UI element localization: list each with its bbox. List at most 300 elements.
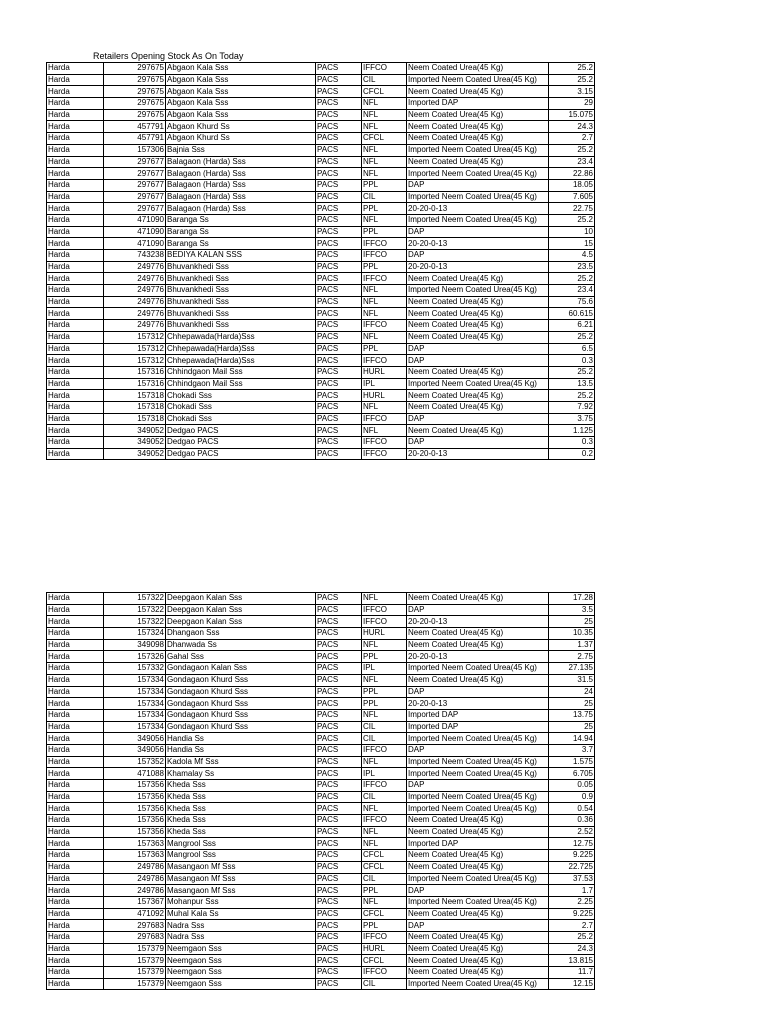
- company-cell: PPL: [362, 885, 407, 897]
- company-cell: CIL: [362, 978, 407, 990]
- society-type-cell: PACS: [316, 896, 362, 908]
- company-cell: CFCL: [362, 133, 407, 145]
- quantity-cell: 1.7: [549, 885, 595, 897]
- retailer-code-cell: 249786: [104, 861, 166, 873]
- society-type-cell: PACS: [316, 873, 362, 885]
- retailer-code-cell: 249776: [104, 320, 166, 332]
- product-cell: Neem Coated Urea(45 Kg): [407, 390, 549, 402]
- quantity-cell: 25: [549, 616, 595, 628]
- table-row: [47, 331, 595, 343]
- district-cell: Harda: [47, 593, 104, 605]
- company-cell: PPL: [362, 920, 407, 932]
- retailer-name-cell: Abgaon Khurd Ss: [166, 121, 316, 133]
- product-cell: DAP: [407, 920, 549, 932]
- retailer-name-cell: Baranga Ss: [166, 238, 316, 250]
- retailer-code-cell: 157322: [104, 604, 166, 616]
- retailer-code-cell: 349056: [104, 744, 166, 756]
- company-cell: IFFCO: [362, 744, 407, 756]
- retailer-name-cell: Balagaon (Harda) Sss: [166, 168, 316, 180]
- retailer-name-cell: Deepgaon Kalan Sss: [166, 593, 316, 605]
- company-cell: IFFCO: [362, 238, 407, 250]
- quantity-cell: 24.3: [549, 121, 595, 133]
- district-cell: Harda: [47, 273, 104, 285]
- retailer-code-cell: 157312: [104, 343, 166, 355]
- retailer-code-cell: 249786: [104, 885, 166, 897]
- retailer-name-cell: Baranga Ss: [166, 226, 316, 238]
- society-type-cell: PACS: [316, 144, 362, 156]
- product-cell: Neem Coated Urea(45 Kg): [407, 320, 549, 332]
- quantity-cell: 12.75: [549, 838, 595, 850]
- district-cell: Harda: [47, 366, 104, 378]
- district-cell: Harda: [47, 390, 104, 402]
- retailer-code-cell: 457791: [104, 121, 166, 133]
- society-type-cell: PACS: [316, 744, 362, 756]
- table-row: [47, 121, 595, 133]
- quantity-cell: 24: [549, 686, 595, 698]
- product-cell: 20-20-0-13: [407, 203, 549, 215]
- society-type-cell: PACS: [316, 826, 362, 838]
- product-cell: Neem Coated Urea(45 Kg): [407, 63, 549, 75]
- company-cell: HURL: [362, 390, 407, 402]
- table-row: [47, 709, 595, 721]
- product-cell: Neem Coated Urea(45 Kg): [407, 955, 549, 967]
- retailer-code-cell: 349098: [104, 639, 166, 651]
- table-row: [47, 413, 595, 425]
- retailer-code-cell: 157334: [104, 709, 166, 721]
- society-type-cell: PACS: [316, 838, 362, 850]
- company-cell: NFL: [362, 401, 407, 413]
- product-cell: Imported Neem Coated Urea(45 Kg): [407, 191, 549, 203]
- product-cell: Neem Coated Urea(45 Kg): [407, 639, 549, 651]
- society-type-cell: PACS: [316, 663, 362, 675]
- quantity-cell: 60.615: [549, 308, 595, 320]
- retailer-code-cell: 157356: [104, 791, 166, 803]
- district-cell: Harda: [47, 815, 104, 827]
- society-type-cell: PACS: [316, 616, 362, 628]
- retailer-name-cell: Chhepawada(Harda)Sss: [166, 343, 316, 355]
- retailer-name-cell: Neemgaon Sss: [166, 943, 316, 955]
- district-cell: Harda: [47, 838, 104, 850]
- society-type-cell: PACS: [316, 238, 362, 250]
- retailer-code-cell: 157306: [104, 144, 166, 156]
- retailer-name-cell: Nadra Sss: [166, 931, 316, 943]
- quantity-cell: 2.25: [549, 896, 595, 908]
- district-cell: Harda: [47, 850, 104, 862]
- retailer-code-cell: 157363: [104, 850, 166, 862]
- company-cell: PPL: [362, 261, 407, 273]
- retailer-code-cell: 349052: [104, 437, 166, 449]
- retailer-code-cell: 297683: [104, 920, 166, 932]
- society-type-cell: PACS: [316, 861, 362, 873]
- product-cell: 20-20-0-13: [407, 651, 549, 663]
- society-type-cell: PACS: [316, 639, 362, 651]
- company-cell: NFL: [362, 121, 407, 133]
- quantity-cell: 2.7: [549, 920, 595, 932]
- quantity-cell: 10: [549, 226, 595, 238]
- table-row: [47, 721, 595, 733]
- company-cell: NFL: [362, 285, 407, 297]
- retailer-name-cell: Balagaon (Harda) Sss: [166, 203, 316, 215]
- district-cell: Harda: [47, 285, 104, 297]
- company-cell: PPL: [362, 343, 407, 355]
- retailer-code-cell: 249776: [104, 285, 166, 297]
- retailer-name-cell: Khamalay Ss: [166, 768, 316, 780]
- retailer-code-cell: 157367: [104, 896, 166, 908]
- society-type-cell: PACS: [316, 86, 362, 98]
- retailer-code-cell: 157379: [104, 955, 166, 967]
- table-row: [47, 931, 595, 943]
- table-row: [47, 390, 595, 402]
- district-cell: Harda: [47, 296, 104, 308]
- table-row: [47, 308, 595, 320]
- retailer-code-cell: 157356: [104, 780, 166, 792]
- product-cell: Neem Coated Urea(45 Kg): [407, 908, 549, 920]
- company-cell: IFFCO: [362, 250, 407, 262]
- retailer-code-cell: 297677: [104, 168, 166, 180]
- table-row: [47, 133, 595, 145]
- society-type-cell: PACS: [316, 955, 362, 967]
- table-row: [47, 109, 595, 121]
- district-cell: Harda: [47, 179, 104, 191]
- company-cell: CFCL: [362, 955, 407, 967]
- retailer-code-cell: 157356: [104, 826, 166, 838]
- table-row: [47, 366, 595, 378]
- district-cell: Harda: [47, 967, 104, 979]
- company-cell: NFL: [362, 296, 407, 308]
- society-type-cell: PACS: [316, 203, 362, 215]
- company-cell: IFFCO: [362, 815, 407, 827]
- quantity-cell: 0.54: [549, 803, 595, 815]
- society-type-cell: PACS: [316, 133, 362, 145]
- quantity-cell: 15.075: [549, 109, 595, 121]
- product-cell: Neem Coated Urea(45 Kg): [407, 931, 549, 943]
- table-row: [47, 214, 595, 226]
- retailer-code-cell: 297675: [104, 98, 166, 110]
- district-cell: Harda: [47, 943, 104, 955]
- quantity-cell: 25.2: [549, 214, 595, 226]
- table-row: [47, 967, 595, 979]
- retailer-code-cell: 249776: [104, 273, 166, 285]
- company-cell: NFL: [362, 803, 407, 815]
- quantity-cell: 3.15: [549, 86, 595, 98]
- district-cell: Harda: [47, 343, 104, 355]
- quantity-cell: 7.92: [549, 401, 595, 413]
- society-type-cell: PACS: [316, 593, 362, 605]
- district-cell: Harda: [47, 686, 104, 698]
- product-cell: Imported Neem Coated Urea(45 Kg): [407, 756, 549, 768]
- district-cell: Harda: [47, 109, 104, 121]
- product-cell: Neem Coated Urea(45 Kg): [407, 109, 549, 121]
- retailer-name-cell: Chokadi Sss: [166, 413, 316, 425]
- district-cell: Harda: [47, 709, 104, 721]
- quantity-cell: 37.53: [549, 873, 595, 885]
- product-cell: Neem Coated Urea(45 Kg): [407, 815, 549, 827]
- company-cell: IPL: [362, 768, 407, 780]
- retailer-name-cell: Bhuvankhedi Sss: [166, 308, 316, 320]
- retailer-code-cell: 157334: [104, 698, 166, 710]
- district-cell: Harda: [47, 803, 104, 815]
- table-row: [47, 168, 595, 180]
- company-cell: HURL: [362, 628, 407, 640]
- retailer-code-cell: 471088: [104, 768, 166, 780]
- retailer-code-cell: 471090: [104, 214, 166, 226]
- retailer-name-cell: Dhangaon Sss: [166, 628, 316, 640]
- quantity-cell: 25: [549, 698, 595, 710]
- company-cell: IFFCO: [362, 616, 407, 628]
- retailer-name-cell: Dhanwada Ss: [166, 639, 316, 651]
- district-cell: Harda: [47, 616, 104, 628]
- company-cell: PPL: [362, 686, 407, 698]
- retailer-name-cell: Chokadi Sss: [166, 401, 316, 413]
- table-row: [47, 663, 595, 675]
- retailer-name-cell: Balagaon (Harda) Sss: [166, 156, 316, 168]
- retailer-name-cell: Bhuvankhedi Sss: [166, 273, 316, 285]
- society-type-cell: PACS: [316, 721, 362, 733]
- company-cell: NFL: [362, 214, 407, 226]
- table-row: [47, 815, 595, 827]
- retailer-name-cell: Gahal Sss: [166, 651, 316, 663]
- retailer-name-cell: Gondagaon Khurd Sss: [166, 686, 316, 698]
- society-type-cell: PACS: [316, 296, 362, 308]
- product-cell: DAP: [407, 343, 549, 355]
- quantity-cell: 22.86: [549, 168, 595, 180]
- district-cell: Harda: [47, 378, 104, 390]
- district-cell: Harda: [47, 861, 104, 873]
- product-cell: Neem Coated Urea(45 Kg): [407, 121, 549, 133]
- product-cell: 20-20-0-13: [407, 448, 549, 460]
- district-cell: Harda: [47, 780, 104, 792]
- company-cell: IFFCO: [362, 604, 407, 616]
- society-type-cell: PACS: [316, 121, 362, 133]
- product-cell: DAP: [407, 413, 549, 425]
- society-type-cell: PACS: [316, 850, 362, 862]
- retailer-code-cell: 157322: [104, 593, 166, 605]
- quantity-cell: 27.135: [549, 663, 595, 675]
- society-type-cell: PACS: [316, 437, 362, 449]
- report-title: Retailers Opening Stock As On Today: [93, 51, 244, 61]
- district-cell: Harda: [47, 86, 104, 98]
- product-cell: Neem Coated Urea(45 Kg): [407, 826, 549, 838]
- district-cell: Harda: [47, 908, 104, 920]
- retailer-name-cell: Kheda Sss: [166, 791, 316, 803]
- retailer-code-cell: 471090: [104, 238, 166, 250]
- retailer-code-cell: 297677: [104, 203, 166, 215]
- district-cell: Harda: [47, 238, 104, 250]
- retailer-code-cell: 157326: [104, 651, 166, 663]
- retailer-code-cell: 349056: [104, 733, 166, 745]
- society-type-cell: PACS: [316, 920, 362, 932]
- retailer-code-cell: 457791: [104, 133, 166, 145]
- district-cell: Harda: [47, 873, 104, 885]
- quantity-cell: 1.125: [549, 425, 595, 437]
- product-cell: Neem Coated Urea(45 Kg): [407, 967, 549, 979]
- society-type-cell: PACS: [316, 355, 362, 367]
- society-type-cell: PACS: [316, 931, 362, 943]
- table-row: [47, 803, 595, 815]
- retailer-code-cell: 157324: [104, 628, 166, 640]
- table-row: [47, 639, 595, 651]
- product-cell: DAP: [407, 780, 549, 792]
- society-type-cell: PACS: [316, 780, 362, 792]
- district-cell: Harda: [47, 826, 104, 838]
- table-row: [47, 74, 595, 86]
- retailer-name-cell: Kadola Mf Sss: [166, 756, 316, 768]
- quantity-cell: 18.05: [549, 179, 595, 191]
- district-cell: Harda: [47, 425, 104, 437]
- quantity-cell: 29: [549, 98, 595, 110]
- quantity-cell: 3.7: [549, 744, 595, 756]
- retailer-name-cell: Neemgaon Sss: [166, 967, 316, 979]
- quantity-cell: 11.7: [549, 967, 595, 979]
- society-type-cell: PACS: [316, 756, 362, 768]
- table-row: [47, 343, 595, 355]
- company-cell: NFL: [362, 156, 407, 168]
- quantity-cell: 9.225: [549, 850, 595, 862]
- quantity-cell: 12.15: [549, 978, 595, 990]
- product-cell: Neem Coated Urea(45 Kg): [407, 401, 549, 413]
- table-row: [47, 651, 595, 663]
- district-cell: Harda: [47, 168, 104, 180]
- company-cell: NFL: [362, 425, 407, 437]
- company-cell: CFCL: [362, 908, 407, 920]
- district-cell: Harda: [47, 768, 104, 780]
- company-cell: NFL: [362, 168, 407, 180]
- table-row: [47, 593, 595, 605]
- table-row: [47, 285, 595, 297]
- quantity-cell: 0.3: [549, 355, 595, 367]
- society-type-cell: PACS: [316, 74, 362, 86]
- district-cell: Harda: [47, 203, 104, 215]
- district-cell: Harda: [47, 978, 104, 990]
- retailer-name-cell: Nadra Sss: [166, 920, 316, 932]
- product-cell: Imported Neem Coated Urea(45 Kg): [407, 214, 549, 226]
- table-row: [47, 191, 595, 203]
- company-cell: NFL: [362, 639, 407, 651]
- district-cell: Harda: [47, 98, 104, 110]
- retailer-name-cell: Masangaon Mf Sss: [166, 861, 316, 873]
- society-type-cell: PACS: [316, 698, 362, 710]
- society-type-cell: PACS: [316, 168, 362, 180]
- table-row: [47, 98, 595, 110]
- quantity-cell: 13.75: [549, 709, 595, 721]
- product-cell: Imported DAP: [407, 709, 549, 721]
- product-cell: Neem Coated Urea(45 Kg): [407, 156, 549, 168]
- product-cell: Imported Neem Coated Urea(45 Kg): [407, 663, 549, 675]
- company-cell: PPL: [362, 179, 407, 191]
- quantity-cell: 23.4: [549, 156, 595, 168]
- company-cell: CIL: [362, 733, 407, 745]
- district-cell: Harda: [47, 401, 104, 413]
- retailer-name-cell: Bhuvankhedi Sss: [166, 261, 316, 273]
- table-row: [47, 978, 595, 990]
- company-cell: HURL: [362, 943, 407, 955]
- society-type-cell: PACS: [316, 179, 362, 191]
- retailer-code-cell: 157334: [104, 674, 166, 686]
- district-cell: Harda: [47, 651, 104, 663]
- company-cell: IFFCO: [362, 413, 407, 425]
- retailer-name-cell: Abgaon Kala Sss: [166, 98, 316, 110]
- society-type-cell: PACS: [316, 803, 362, 815]
- company-cell: CIL: [362, 74, 407, 86]
- company-cell: NFL: [362, 144, 407, 156]
- district-cell: Harda: [47, 733, 104, 745]
- retailer-name-cell: Abgaon Kala Sss: [166, 109, 316, 121]
- table-row: [47, 401, 595, 413]
- retailer-code-cell: 157318: [104, 401, 166, 413]
- retailer-code-cell: 157363: [104, 838, 166, 850]
- district-cell: Harda: [47, 437, 104, 449]
- table-row: [47, 273, 595, 285]
- quantity-cell: 0.9: [549, 791, 595, 803]
- table-row: [47, 920, 595, 932]
- quantity-cell: 2.52: [549, 826, 595, 838]
- society-type-cell: PACS: [316, 733, 362, 745]
- retailer-name-cell: Mangrool Sss: [166, 850, 316, 862]
- product-cell: Neem Coated Urea(45 Kg): [407, 943, 549, 955]
- society-type-cell: PACS: [316, 226, 362, 238]
- retailer-code-cell: 297677: [104, 156, 166, 168]
- society-type-cell: PACS: [316, 709, 362, 721]
- retailer-name-cell: Gondagaon Khurd Sss: [166, 721, 316, 733]
- product-cell: DAP: [407, 250, 549, 262]
- product-cell: DAP: [407, 226, 549, 238]
- district-cell: Harda: [47, 226, 104, 238]
- retailer-name-cell: Deepgaon Kalan Sss: [166, 616, 316, 628]
- quantity-cell: 25.2: [549, 366, 595, 378]
- retailer-name-cell: Muhal Kala Ss: [166, 908, 316, 920]
- product-cell: DAP: [407, 744, 549, 756]
- district-cell: Harda: [47, 331, 104, 343]
- company-cell: NFL: [362, 109, 407, 121]
- company-cell: IFFCO: [362, 967, 407, 979]
- company-cell: NFL: [362, 896, 407, 908]
- quantity-cell: 6.5: [549, 343, 595, 355]
- retailer-code-cell: 157334: [104, 686, 166, 698]
- table-row: [47, 873, 595, 885]
- quantity-cell: 14.94: [549, 733, 595, 745]
- retailer-name-cell: Chhindgaon Mail Sss: [166, 366, 316, 378]
- retailer-name-cell: Neemgaon Sss: [166, 955, 316, 967]
- product-cell: 20-20-0-13: [407, 616, 549, 628]
- product-cell: DAP: [407, 885, 549, 897]
- company-cell: IFFCO: [362, 931, 407, 943]
- product-cell: Neem Coated Urea(45 Kg): [407, 86, 549, 98]
- table-row: [47, 296, 595, 308]
- society-type-cell: PACS: [316, 366, 362, 378]
- retailer-name-cell: Gondagaon Khurd Sss: [166, 674, 316, 686]
- retailer-code-cell: 297677: [104, 191, 166, 203]
- retailer-code-cell: 157318: [104, 413, 166, 425]
- society-type-cell: PACS: [316, 686, 362, 698]
- product-cell: Imported Neem Coated Urea(45 Kg): [407, 896, 549, 908]
- retailer-name-cell: Handia Ss: [166, 744, 316, 756]
- retailer-code-cell: 157316: [104, 378, 166, 390]
- district-cell: Harda: [47, 74, 104, 86]
- product-cell: Neem Coated Urea(45 Kg): [407, 593, 549, 605]
- retailer-name-cell: Balagaon (Harda) Sss: [166, 191, 316, 203]
- table-row: [47, 850, 595, 862]
- district-cell: Harda: [47, 214, 104, 226]
- product-cell: Imported DAP: [407, 838, 549, 850]
- product-cell: Neem Coated Urea(45 Kg): [407, 628, 549, 640]
- retailer-code-cell: 249776: [104, 308, 166, 320]
- company-cell: NFL: [362, 674, 407, 686]
- quantity-cell: 25.2: [549, 331, 595, 343]
- retailer-name-cell: Chhindgaon Mail Sss: [166, 378, 316, 390]
- district-cell: Harda: [47, 896, 104, 908]
- company-cell: NFL: [362, 331, 407, 343]
- quantity-cell: 23.5: [549, 261, 595, 273]
